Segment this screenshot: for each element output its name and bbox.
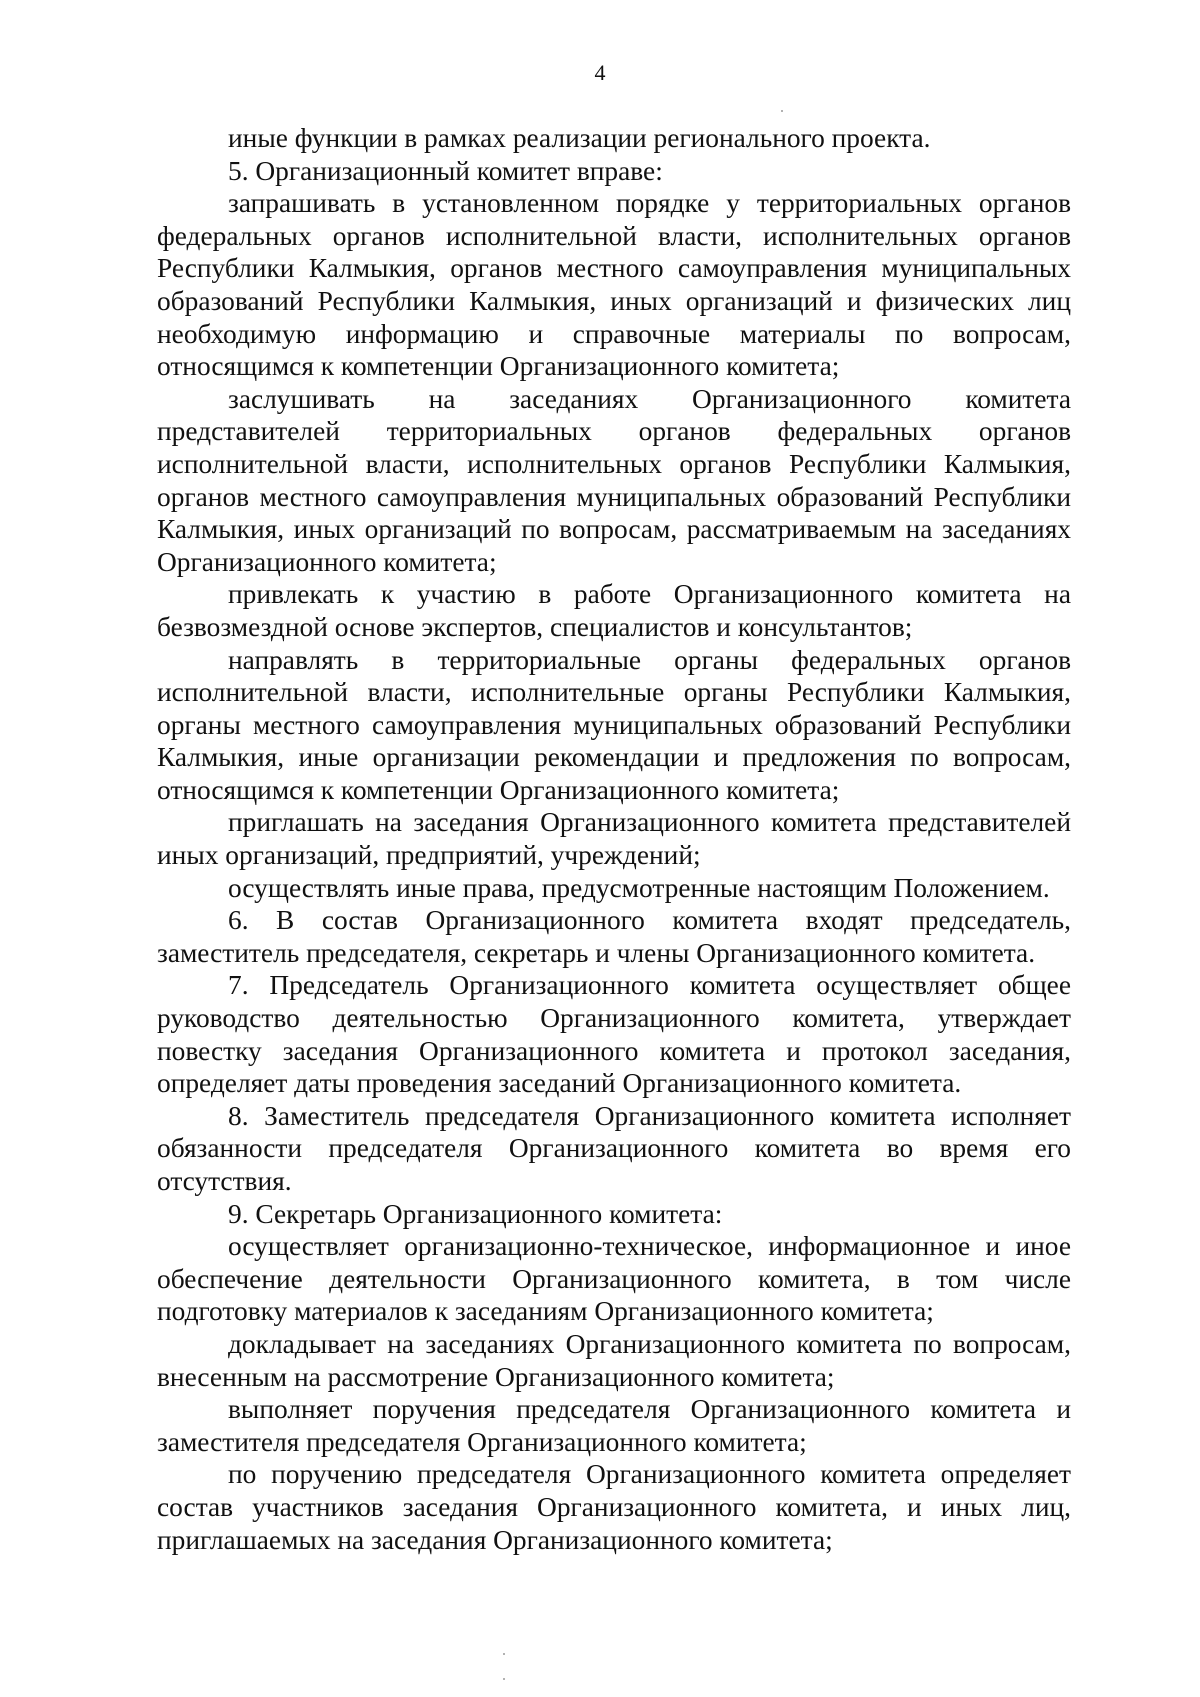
paragraph-item-9-secretary-heading: 9. Секретарь Организационного комитета: xyxy=(228,1198,723,1229)
scan-speck xyxy=(503,1653,505,1655)
paragraph-send-recommendations: направлять в территориальные органы федеральных органов исполнительной власти, исполнительные органы Республики Калмыкия, органы местного самоуправления муниципальных образований Республики Калмыкия, иные организации рекомендации и предложения по вопросам, относящимся к компетенции Организационного комитета; xyxy=(157,644,1071,805)
page-number: 4 xyxy=(594,60,606,85)
paragraph-item-5-heading: 5. Организационный комитет вправе: xyxy=(228,155,663,186)
paragraph-involve-experts: привлекать к участию в работе Организационного комитета на безвозмездной основе экспертов, специалистов и консультантов; xyxy=(157,579,1071,642)
paragraph-item-8-deputy: 8. Заместитель председателя Организационного комитета исполняет обязанности председателя Организационного комитета во время его отсутствия. xyxy=(157,1100,1071,1196)
paragraph-secretary-reports: докладывает на заседаниях Организационного комитета по вопросам, внесенным на рассмотрение Организационного комитета; xyxy=(157,1328,1071,1392)
paragraph-secretary-instructions: выполняет поручения председателя Организационного комитета и заместителя председателя Организационного комитета; xyxy=(157,1394,1071,1457)
paragraph-other-functions: иные функции в рамках реализации регионального проекта. xyxy=(228,123,931,153)
paragraph-item-6-composition: 6. В состав Организационного комитета входят председатель, заместитель председателя, секретарь и члены Организационного комитета. xyxy=(157,905,1071,968)
paragraph-request-information: запрашивать в установленном порядке у территориальных органов федеральных органов исполнительной власти, исполнительных органов Республики Калмыкия, органов местного самоуправления муниципальных образований Республики Калмыкия, иных организаций и физических лиц необходимую информацию и справочные материалы по вопросам, относящимся к компетенции Организационного комитета; xyxy=(157,188,1071,382)
paragraph-secretary-support: осуществляет организационно-техническое, информационное и иное обеспечение деятельности Организационного комитета, в том числе подготовку материалов к заседаниям Организационного комитета; xyxy=(157,1231,1071,1327)
document-body xyxy=(157,122,1071,1556)
paragraph-other-rights: осуществлять иные права, предусмотренные настоящим Положением. xyxy=(228,872,1050,903)
scan-speck xyxy=(781,110,783,112)
paragraph-item-7-chairman: 7. Председатель Организационного комитета осуществляет общее руководство деятельностью Организационного комитета, утверждает повестку заседания Организационного комитета и протокол заседания, определяет даты проведения заседаний Организационного комитета. xyxy=(157,970,1071,1099)
paragraph-hear-representatives: заслушивать на заседаниях Организационного комитета представителей территориальных органов федеральных органов исполнительной власти, исполнительных органов Республики Калмыкия, органов местного самоуправления муниципальных образований Республики Калмыкия, иных организаций по вопросам, рассматриваемым на заседаниях Организационного комитета; xyxy=(157,383,1071,577)
scan-speck xyxy=(503,1678,505,1680)
paragraph-invite-representatives: приглашать на заседания Организационного комитета представителей иных организаций, предприятий, учреждений; xyxy=(157,807,1071,871)
paragraph-secretary-participants: по поручению председателя Организационного комитета определяет состав участников заседания Организационного комитета, и иных лиц, приглашаемых на заседания Организационного комитета; xyxy=(157,1459,1071,1555)
